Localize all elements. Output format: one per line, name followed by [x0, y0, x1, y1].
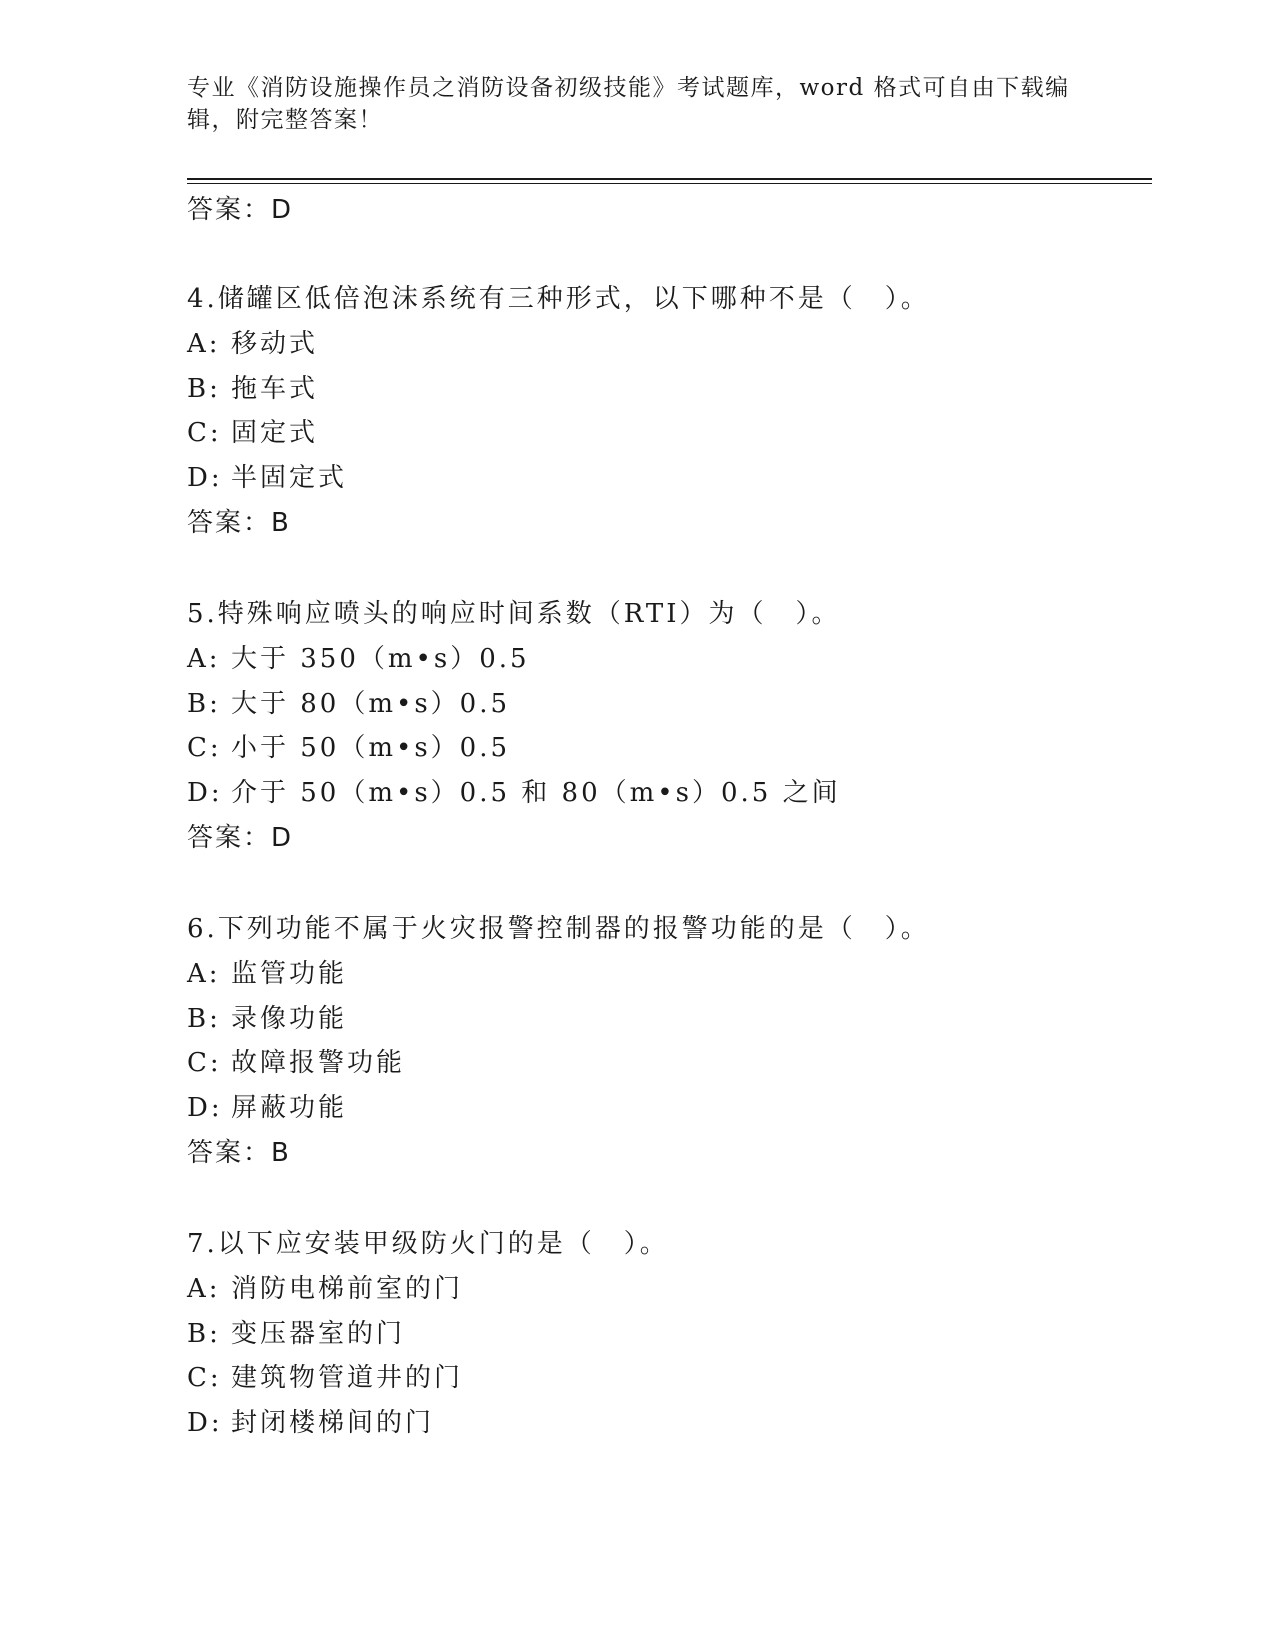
answer-6: 答案：B	[187, 1138, 291, 1168]
question-stem-6: 6.下列功能不属于火灾报警控制器的报警功能的是（ ）。	[187, 914, 930, 944]
option-text: 监管功能	[231, 959, 348, 989]
option-letter: C:	[187, 1363, 222, 1393]
header-divider-thin	[187, 183, 1152, 184]
header-line-1: 专业《消防设施操作员之消防设备初级技能》考试题库，word 格式可自由下载编	[187, 75, 1070, 101]
option-d-7	[187, 1406, 434, 1440]
option-letter: A:	[187, 644, 221, 674]
option-letter: A:	[187, 1274, 221, 1304]
option-a-6	[187, 957, 347, 991]
answer-4: 答案：B	[187, 508, 291, 538]
option-letter: C:	[187, 1048, 222, 1078]
option-letter: B:	[187, 374, 221, 404]
option-text: 拖车式	[231, 374, 319, 404]
option-d-5	[187, 776, 841, 810]
option-letter: B:	[187, 689, 221, 719]
option-a-5	[187, 642, 530, 676]
option-letter: B:	[187, 1004, 221, 1034]
header-line-2: 辑，附完整答案！	[187, 107, 383, 133]
option-letter: A:	[187, 959, 221, 989]
option-letter: C:	[187, 733, 222, 763]
option-text: 移动式	[231, 329, 319, 359]
header-divider-thick	[187, 178, 1152, 180]
option-text: 固定式	[231, 418, 319, 448]
option-text: 建筑物管道井的门	[231, 1363, 464, 1393]
answer-5: 答案：D	[187, 823, 294, 853]
option-letter: D:	[187, 463, 223, 493]
option-text: 介于 50（m•s）0.5 和 80（m•s）0.5 之间	[231, 778, 841, 808]
previous-answer: 答案：D	[187, 195, 294, 225]
question-stem-4: 4.储罐区低倍泡沫系统有三种形式，以下哪种不是（ ）。	[187, 284, 930, 314]
document-header	[187, 72, 1087, 136]
option-b-4	[187, 372, 318, 406]
option-text: 大于 350（m•s）0.5	[231, 644, 530, 674]
option-c-5	[187, 731, 510, 765]
option-text: 变压器室的门	[231, 1319, 406, 1349]
question-stem-7: 7.以下应安装甲级防火门的是（ ）。	[187, 1229, 669, 1259]
option-c-4	[187, 416, 318, 450]
option-d-6	[187, 1091, 347, 1125]
option-text: 小于 50（m•s）0.5	[231, 733, 511, 763]
option-text: 录像功能	[231, 1004, 348, 1034]
option-text: 大于 80（m•s）0.5	[231, 689, 511, 719]
option-b-5	[187, 687, 510, 721]
option-c-6	[187, 1046, 405, 1080]
question-stem-5: 5.特殊响应喷头的响应时间系数（RTI）为（ ）。	[187, 599, 841, 629]
option-text: 消防电梯前室的门	[231, 1274, 464, 1304]
option-b-6	[187, 1002, 347, 1036]
option-letter: D:	[187, 1093, 223, 1123]
option-a-7	[187, 1272, 463, 1306]
option-letter: C:	[187, 418, 222, 448]
option-letter: D:	[187, 778, 223, 808]
option-text: 封闭楼梯间的门	[231, 1408, 435, 1438]
option-a-4	[187, 327, 318, 361]
option-text: 屏蔽功能	[231, 1093, 348, 1123]
option-letter: D:	[187, 1408, 223, 1438]
option-b-7	[187, 1317, 405, 1351]
option-c-7	[187, 1361, 463, 1395]
option-letter: A:	[187, 329, 221, 359]
option-d-4	[187, 461, 347, 495]
option-text: 半固定式	[231, 463, 348, 493]
option-letter: B:	[187, 1319, 221, 1349]
option-text: 故障报警功能	[231, 1048, 406, 1078]
